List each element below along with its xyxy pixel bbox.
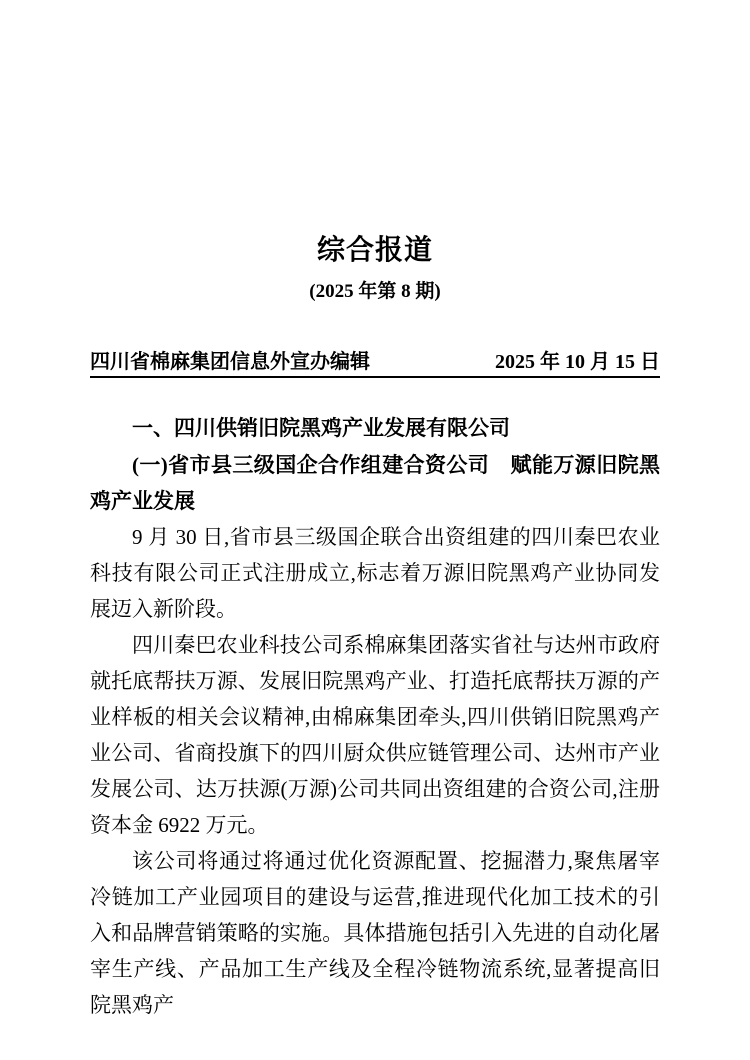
issue-number: (2025 年第 8 期)	[309, 281, 441, 302]
date-label: 2025 年 10 月 15 日	[495, 351, 660, 373]
paragraph-1: 9 月 30 日,省市县三级国企联合出资组建的四川秦巴农业科技有限公司正式注册成立,标志着万源旧院黑鸡产业协同发展迈入新阶段。	[90, 525, 660, 621]
subsection-heading: (一)省市县三级国企合作组建合资公司 赋能万源旧院黑鸡产业发展	[90, 453, 660, 513]
paragraph-3: 该公司将通过将通过优化资源配置、挖掘潜力,聚焦屠宰冷链加工产业园项目的建设与运营,推进现代化加工技术的引入和品牌营销策略的实施。具体措施包括引入先进的自动化屠宰生产线、产品加工生产线及全程冷链物流系统,显著提高旧院黑鸡产	[90, 849, 660, 1017]
section-heading: 一、四川供销旧院黑鸡产业发展有限公司	[132, 417, 510, 440]
editor-dateline	[90, 350, 660, 378]
editor-label: 四川省棉麻集团信息外宣办编辑	[90, 351, 370, 373]
paragraph-2: 四川秦巴农业科技公司系棉麻集团落实省社与达州市政府就托底帮扶万源、发展旧院黑鸡产业、打造托底帮扶万源的产业样板的相关会议精神,由棉麻集团牵头,四川供销旧院黑鸡产业公司、省商投旗下的四川厨众供应链管理公司、达州市产业发展公司、达万扶源(万源)公司共同出资组建的合资公司,注册资本金 6922 万元。	[90, 633, 660, 837]
document-title: 综合报道	[316, 235, 433, 266]
